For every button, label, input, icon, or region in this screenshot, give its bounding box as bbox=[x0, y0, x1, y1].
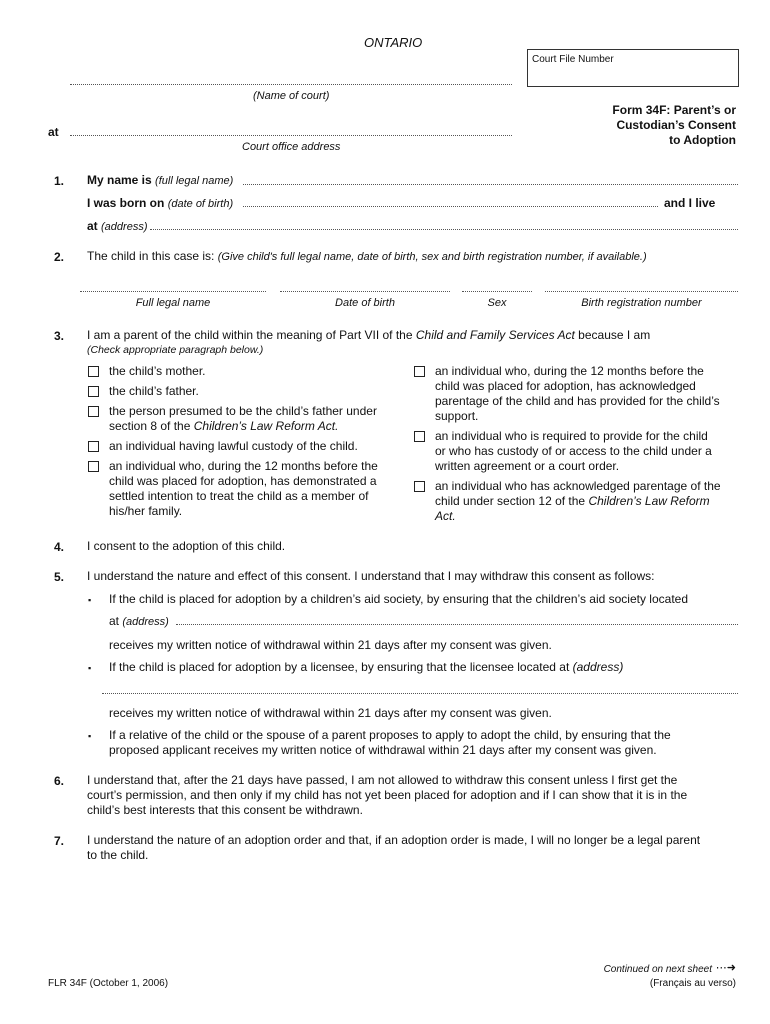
col-full-name: Full legal name bbox=[135, 297, 211, 309]
p6-line1: I understand that, after the 21 days have passed, I am not allowed to withdraw this consent unless I first get the bbox=[87, 773, 678, 787]
option-lawful-custody: an individual having lawful custody of the child. bbox=[109, 439, 358, 453]
presumed-father-line2 bbox=[109, 419, 377, 434]
option-settled-intention bbox=[109, 459, 378, 519]
child-birth-reg-line[interactable] bbox=[545, 291, 738, 292]
option-mother: the child’s mother. bbox=[109, 364, 206, 378]
form-title-line1: Form 34F: Parent’s or bbox=[612, 103, 736, 117]
ack-support-line4: support. bbox=[435, 409, 479, 423]
bullet-icon: ▪ bbox=[88, 595, 92, 605]
p1-address-label bbox=[87, 219, 147, 235]
p3-act: Child and Family Services Act bbox=[415, 328, 575, 342]
child-name-line[interactable] bbox=[80, 291, 266, 292]
b3-line1: If a relative of the child or the spouse of a parent proposes to apply to adopt the child, by ensuring that the bbox=[109, 728, 671, 742]
p5-bullet2 bbox=[109, 660, 623, 675]
p7-line2: to the child. bbox=[87, 848, 149, 862]
b1-at: at bbox=[109, 614, 120, 628]
p1-number: 1. bbox=[53, 174, 64, 188]
p5-bullet3 bbox=[109, 728, 671, 758]
ack-support-line2: child was placed for adoption, has acknowledged bbox=[435, 379, 696, 393]
p5-b1-end: receives my written notice of withdrawal within 21 days after my consent was given. bbox=[109, 638, 552, 652]
p2-text-main: The child in this case is: bbox=[87, 249, 215, 263]
col-sex: Sex bbox=[487, 297, 507, 309]
option-acknowledged-section12 bbox=[435, 479, 721, 524]
presumed-father-act: Children’s Law Reform Act. bbox=[193, 419, 339, 433]
presumed-father-line1: the person presumed to be the child’s father under bbox=[109, 404, 377, 418]
b1-hint: (address) bbox=[122, 616, 169, 628]
p6-number: 6. bbox=[53, 774, 64, 788]
required-line2: or who has custody of or access to the child under a bbox=[435, 444, 712, 458]
checkbox-required-provide[interactable] bbox=[414, 431, 425, 442]
arrow-right-icon: ⋯➜ bbox=[715, 962, 736, 974]
licensee-address-line[interactable] bbox=[102, 693, 738, 694]
p3-text-a: I am a parent of the child within the meaning of Part VII of the bbox=[87, 328, 413, 342]
checkbox-acknowledged-support[interactable] bbox=[414, 366, 425, 377]
b3-line2: proposed applicant receives my written notice of withdrawal within 21 days after my consent was given. bbox=[109, 743, 657, 757]
checkbox-acknowledged-section12[interactable] bbox=[414, 481, 425, 492]
p1-born-hint: (date of birth) bbox=[167, 198, 234, 210]
french-note: (Français au verso) bbox=[649, 978, 736, 989]
b2-hint: (address) bbox=[572, 660, 624, 674]
court-address-line[interactable] bbox=[70, 135, 512, 136]
b2-text: If the child is placed for adoption by a licensee, by ensuring that the licensee located at bbox=[109, 660, 570, 674]
p7-text bbox=[87, 833, 700, 863]
court-name-label: (Name of court) bbox=[253, 90, 330, 102]
p3-number: 3. bbox=[53, 329, 64, 343]
checkbox-father[interactable] bbox=[88, 386, 99, 397]
p1-born-bold: I was born on bbox=[87, 196, 165, 210]
cas-address-line[interactable] bbox=[176, 624, 738, 625]
child-sex-line[interactable] bbox=[462, 291, 532, 292]
court-office-label: Court office address bbox=[242, 141, 341, 153]
checkbox-lawful-custody[interactable] bbox=[88, 441, 99, 452]
p4-text: I consent to the adoption of this child. bbox=[87, 539, 286, 553]
p6-text bbox=[87, 773, 687, 818]
p1-name-bold: My name is bbox=[87, 173, 152, 187]
settled-line3: settled intention to treat the child as a member of bbox=[109, 489, 369, 503]
p2-number: 2. bbox=[53, 250, 64, 264]
p1-at-bold: at bbox=[87, 219, 98, 233]
p5-b1-at bbox=[109, 614, 169, 630]
presumed-father-text: section 8 of the bbox=[109, 419, 191, 433]
settled-line4: his/her family. bbox=[109, 504, 183, 518]
p7-line1: I understand the nature of an adoption order and that, if an adoption order is made, I will no longer be a legal parent bbox=[87, 833, 701, 847]
p3-text bbox=[87, 328, 650, 343]
checkbox-presumed-father[interactable] bbox=[88, 406, 99, 417]
option-acknowledged-support bbox=[435, 364, 720, 424]
ack-support-line1: an individual who, during the 12 months before the bbox=[435, 364, 704, 378]
p3-text-b: because I am bbox=[578, 328, 651, 342]
option-required-provide bbox=[435, 429, 712, 474]
bullet-icon: ▪ bbox=[88, 663, 92, 673]
col-dob: Date of birth bbox=[335, 297, 395, 309]
p7-number: 7. bbox=[53, 834, 64, 848]
p1-at-hint: (address) bbox=[101, 221, 148, 233]
p5-bullet1: If the child is placed for adoption by a children’s aid society, by ensuring that the children’s aid society located bbox=[109, 592, 689, 606]
court-name-line[interactable] bbox=[70, 84, 512, 85]
ack-support-line3: parentage of the child and has provided for the child’s bbox=[435, 394, 720, 408]
child-dob-line[interactable] bbox=[280, 291, 450, 292]
settled-line1: an individual who, during the 12 months before the bbox=[109, 459, 378, 473]
court-file-number-box[interactable] bbox=[527, 49, 739, 87]
sec12-line3: Act. bbox=[435, 509, 456, 523]
option-father: the child’s father. bbox=[109, 384, 199, 398]
checkbox-settled-intention[interactable] bbox=[88, 461, 99, 472]
court-file-number-label: Court File Number bbox=[532, 54, 614, 65]
form-title-line2: Custodian’s Consent bbox=[616, 118, 736, 132]
settled-line2: child was placed for adoption, has demonstrated a bbox=[109, 474, 377, 488]
p3-hint: (Check appropriate paragraph below.) bbox=[87, 344, 264, 356]
full-name-line[interactable] bbox=[243, 184, 738, 185]
bullet-icon: ▪ bbox=[88, 731, 92, 741]
continued-note: Continued on next sheet bbox=[603, 964, 712, 975]
p4-number: 4. bbox=[53, 540, 64, 554]
sec12-line2 bbox=[435, 494, 721, 509]
province-title: ONTARIO bbox=[364, 35, 423, 50]
p5-b2-end: receives my written notice of withdrawal within 21 days after my consent was given. bbox=[109, 706, 552, 720]
p2-hint: (Give child's full legal name, date of birth, sex and birth registration number, if available.) bbox=[217, 251, 647, 263]
p1-birth-label bbox=[87, 196, 233, 212]
required-line3: written agreement or a court order. bbox=[435, 459, 620, 473]
form-title bbox=[612, 103, 736, 148]
p5-number: 5. bbox=[53, 570, 64, 584]
birth-date-line[interactable] bbox=[243, 206, 658, 207]
p5-text: I understand the nature and effect of this consent. I understand that I may withdraw this consent as follows: bbox=[87, 569, 655, 583]
p1-name-label bbox=[87, 173, 233, 189]
at-label: at bbox=[48, 125, 59, 139]
sec12-act: Children’s Law Reform bbox=[588, 494, 710, 508]
col-birth-reg: Birth registration number bbox=[581, 297, 702, 309]
option-presumed-father bbox=[109, 404, 377, 434]
p1-live-label: and I live bbox=[664, 196, 716, 210]
address-line[interactable] bbox=[150, 229, 738, 230]
form-title-line3: to Adoption bbox=[669, 133, 736, 147]
p1-name-hint: (full legal name) bbox=[155, 175, 234, 187]
checkbox-mother[interactable] bbox=[88, 366, 99, 377]
p2-text bbox=[87, 249, 647, 265]
p6-line3: child’s best interests that this consent be withdrawn. bbox=[87, 803, 363, 817]
sec12-text: child under section 12 of the bbox=[435, 494, 586, 508]
required-line1: an individual who is required to provide for the child bbox=[435, 429, 708, 443]
form-code: FLR 34F (October 1, 2006) bbox=[48, 978, 169, 989]
sec12-line1: an individual who has acknowledged parentage of the bbox=[435, 479, 721, 493]
p6-line2: court’s permission, and then only if my child has not yet been placed for adoption and if I can show that it is in the bbox=[87, 788, 688, 802]
